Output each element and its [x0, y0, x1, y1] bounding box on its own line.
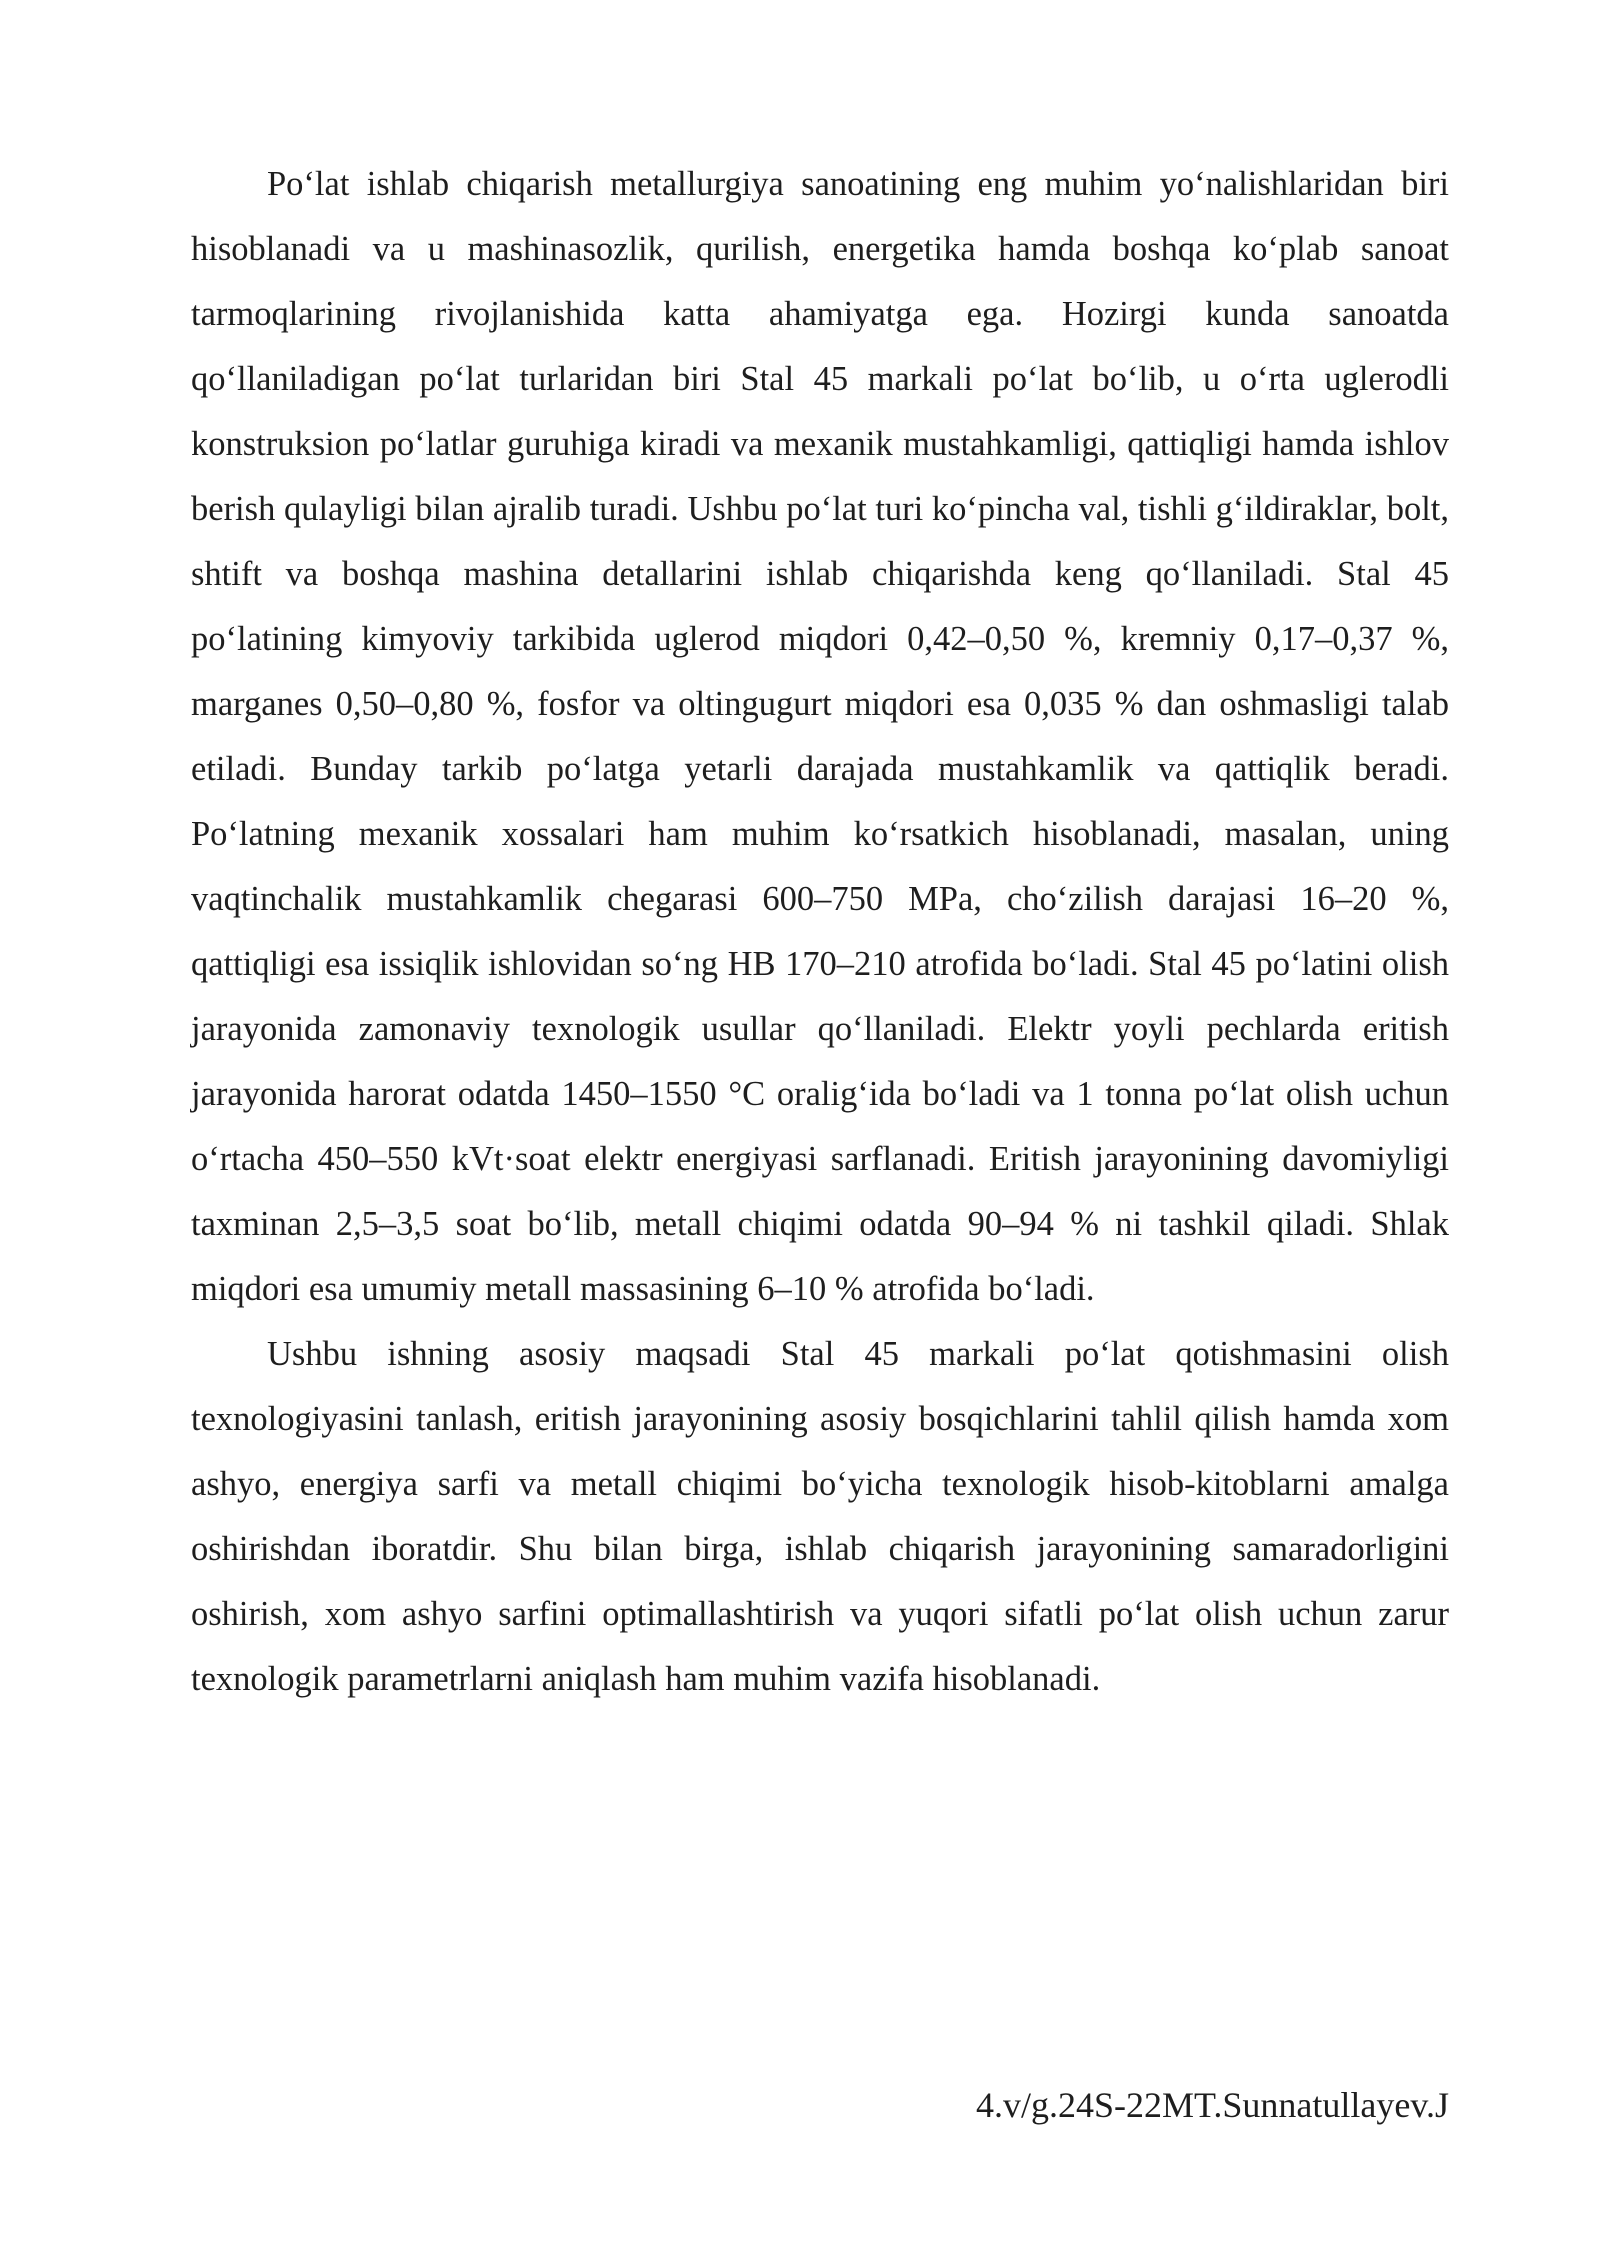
paragraph-2: Ushbu ishning asosiy maqsadi Stal 45 markali po‘lat qotishmasini olish texnologiyasini tanlash, eritish jarayonining asosiy bosqichlarini tahlil qilish hamda xom ashyo, energiya sarfi va metall chiqimi bo‘yicha texnologik hisob-kitoblarni amalga oshirishdan iboratdir. Shu bilan birga, ishlab chiqarish jarayonining samaradorligini oshirish, xom ashyo sarfini optimallashtirish va yuqori sifatli po‘lat olish uchun zarur texnologik parametrlarni aniqlash ham muhim vazifa hisoblanadi.: [191, 1335, 1449, 1698]
document-body: [191, 152, 1449, 1712]
page-footer: 4.v/g.24S-22MT.Sunnatullayev.J: [976, 2085, 1449, 2125]
paragraph-1: Po‘lat ishlab chiqarish metallurgiya sanoatining eng muhim yo‘nalishlaridan biri hisoblanadi va u mashinasozlik, qurilish, energetika hamda boshqa ko‘plab sanoat tarmoqlarining rivojlanishida katta ahamiyatga ega. Hozirgi kunda sanoatda qo‘llaniladigan po‘lat turlaridan biri Stal 45 markali po‘lat bo‘lib, u o‘rta uglerodli konstruksion po‘latlar guruhiga kiradi va mexanik mustahkamligi, qattiqligi hamda ishlov berish qulayligi bilan ajralib turadi. Ushbu po‘lat turi ko‘pincha val, tishli g‘ildiraklar, bolt, shtift va boshqa mashina detallarini ishlab chiqarishda keng qo‘llaniladi. Stal 45 po‘latining kimyoviy tarkibida uglerod miqdori 0,42–0,50 %, kremniy 0,17–0,37 %, marganes 0,50–0,80 %, fosfor va oltingugurt miqdori esa 0,035 % dan oshmasligi talab etiladi. Bunday tarkib po‘latga yetarli darajada mustahkamlik va qattiqlik beradi. Po‘latning mexanik xossalari ham muhim ko‘rsatkich hisoblanadi, masalan, uning vaqtinchalik mustahkamlik chegarasi 600–750 MPa, cho‘zilish darajasi 16–20 %, qattiqligi esa issiqlik ishlovidan so‘ng HB 170–210 atrofida bo‘ladi. Stal 45 po‘latini olish jarayonida zamonaviy texnologik usullar qo‘llaniladi. Elektr yoyli pechlarda eritish jarayonida harorat odatda 1450–1550 °C oralig‘ida bo‘ladi va 1 tonna po‘lat olish uchun o‘rtacha 450–550 kVt·soat elektr energiyasi sarflanadi. Eritish jarayonining davomiyligi taxminan 2,5–3,5 soat bo‘lib, metall chiqimi odatda 90–94 % ni tashkil qiladi. Shlak miqdori esa umumiy metall massasining 6–10 % atrofida bo‘ladi.: [191, 165, 1449, 1308]
